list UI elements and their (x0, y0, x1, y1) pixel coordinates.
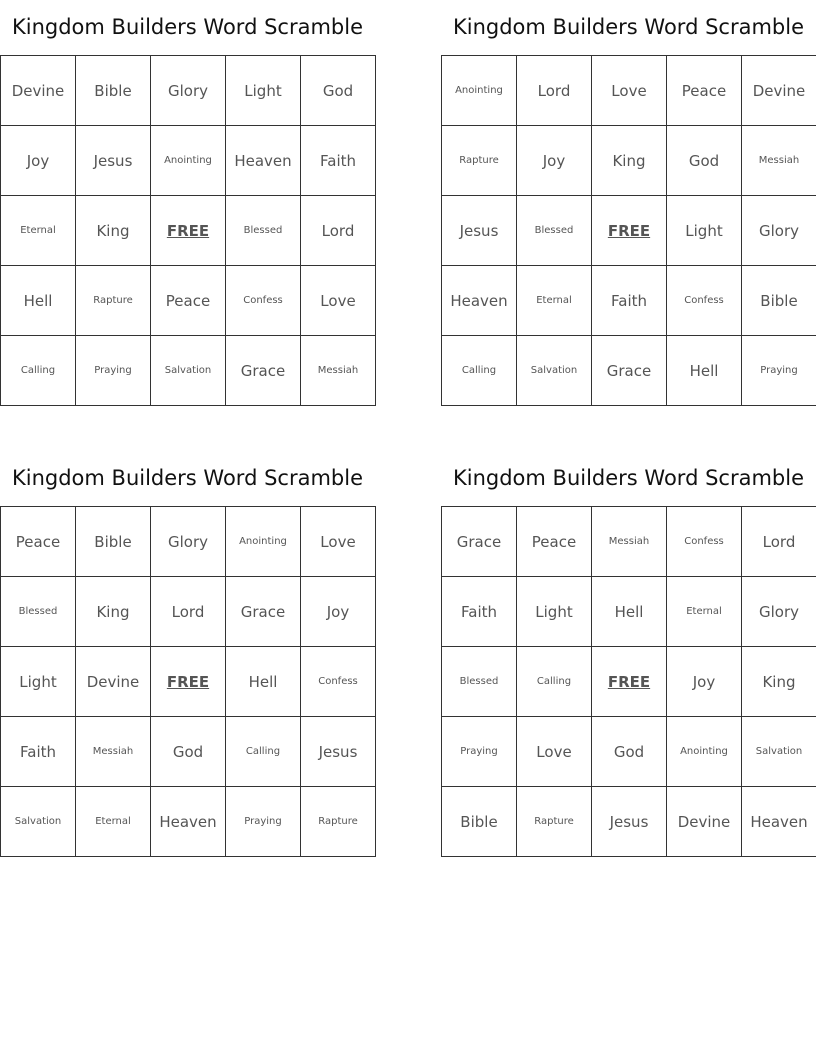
grid-cell: Confess (226, 266, 301, 336)
grid-cell: Light (1, 647, 76, 717)
grid-cell: King (592, 126, 667, 196)
grid-cell: Jesus (592, 787, 667, 857)
grid-cell: Faith (301, 126, 376, 196)
grid-cell: God (667, 126, 742, 196)
grid-cell: Salvation (1, 787, 76, 857)
grid-cell: Rapture (517, 787, 592, 857)
card-title: Kingdom Builders Word Scramble (452, 466, 804, 490)
grid-cell: Heaven (226, 126, 301, 196)
bingo-card-4 (441, 451, 816, 857)
grid-cell: Heaven (742, 787, 816, 857)
grid-cell: Calling (1, 336, 76, 406)
grid-cell: Joy (301, 577, 376, 647)
grid-cell: Joy (517, 126, 592, 196)
grid-cell: Praying (742, 336, 816, 406)
grid-cell: Blessed (517, 196, 592, 266)
grid-cell: Jesus (76, 126, 151, 196)
card-title: Kingdom Builders Word Scramble (11, 15, 363, 39)
grid-cell: Eternal (517, 266, 592, 336)
grid-cell: Calling (442, 336, 517, 406)
grid-cell: Confess (667, 266, 742, 336)
free-space-cell: FREE (151, 196, 226, 266)
grid-cell: Light (667, 196, 742, 266)
grid-cell: Messiah (301, 336, 376, 406)
grid-cell: King (742, 647, 816, 717)
grid-cell: Glory (742, 196, 816, 266)
grid-cell: King (76, 196, 151, 266)
grid-cell: Hell (226, 647, 301, 717)
grid-cell: Faith (442, 577, 517, 647)
grid-cell: Salvation (517, 336, 592, 406)
grid-cell: Jesus (442, 196, 517, 266)
grid-cell: Eternal (1, 196, 76, 266)
grid-cell: Anointing (667, 717, 742, 787)
grid-cell: Confess (301, 647, 376, 717)
grid-cell: Messiah (742, 126, 816, 196)
grid-cell: Peace (1, 507, 76, 577)
grid-cell: Faith (592, 266, 667, 336)
card-grid (0, 506, 376, 857)
bingo-card-3 (0, 451, 375, 857)
grid-cell: Glory (151, 56, 226, 126)
bingo-card-1 (0, 0, 375, 406)
grid-cell: Messiah (592, 507, 667, 577)
grid-cell: Joy (1, 126, 76, 196)
grid-cell: Anointing (442, 56, 517, 126)
grid-cell: Salvation (742, 717, 816, 787)
grid-cell: Hell (667, 336, 742, 406)
grid-cell: Calling (226, 717, 301, 787)
card-title: Kingdom Builders Word Scramble (452, 15, 804, 39)
grid-cell: Rapture (442, 126, 517, 196)
grid-cell: Love (517, 717, 592, 787)
bingo-card-2 (441, 0, 816, 406)
grid-cell: Glory (151, 507, 226, 577)
grid-cell: Bible (742, 266, 816, 336)
grid-cell: Eternal (667, 577, 742, 647)
grid-cell: Rapture (76, 266, 151, 336)
grid-cell: Lord (151, 577, 226, 647)
grid-cell: Bible (76, 56, 151, 126)
grid-cell: Joy (667, 647, 742, 717)
card-grid (441, 55, 816, 406)
grid-cell: Grace (442, 507, 517, 577)
grid-cell: Peace (667, 56, 742, 126)
grid-cell: Calling (517, 647, 592, 717)
card-title: Kingdom Builders Word Scramble (11, 466, 363, 490)
grid-cell: Light (226, 56, 301, 126)
card-grid (441, 506, 816, 857)
grid-cell: Blessed (226, 196, 301, 266)
grid-cell: Lord (742, 507, 816, 577)
grid-cell: Faith (1, 717, 76, 787)
grid-cell: Lord (301, 196, 376, 266)
grid-cell: Glory (742, 577, 816, 647)
grid-cell: Eternal (76, 787, 151, 857)
free-space-cell: FREE (151, 647, 226, 717)
grid-cell: God (151, 717, 226, 787)
grid-cell: God (592, 717, 667, 787)
grid-cell: Hell (592, 577, 667, 647)
grid-cell: Jesus (301, 717, 376, 787)
grid-cell: Praying (76, 336, 151, 406)
grid-cell: Heaven (151, 787, 226, 857)
grid-cell: Peace (517, 507, 592, 577)
card-grid (0, 55, 376, 406)
grid-cell: Blessed (442, 647, 517, 717)
grid-cell: Rapture (301, 787, 376, 857)
grid-cell: Hell (1, 266, 76, 336)
grid-cell: Devine (76, 647, 151, 717)
grid-cell: Devine (1, 56, 76, 126)
grid-cell: Love (301, 266, 376, 336)
grid-cell: Bible (442, 787, 517, 857)
free-space-cell: FREE (592, 196, 667, 266)
grid-cell: Anointing (151, 126, 226, 196)
grid-cell: Blessed (1, 577, 76, 647)
grid-cell: Heaven (442, 266, 517, 336)
grid-cell: Devine (742, 56, 816, 126)
grid-cell: Grace (226, 336, 301, 406)
grid-cell: Bible (76, 507, 151, 577)
grid-cell: Anointing (226, 507, 301, 577)
grid-cell: Light (517, 577, 592, 647)
grid-cell: Salvation (151, 336, 226, 406)
free-space-cell: FREE (592, 647, 667, 717)
grid-cell: Love (301, 507, 376, 577)
grid-cell: God (301, 56, 376, 126)
grid-cell: Praying (226, 787, 301, 857)
grid-cell: Devine (667, 787, 742, 857)
grid-cell: Grace (592, 336, 667, 406)
grid-cell: Love (592, 56, 667, 126)
grid-cell: Lord (517, 56, 592, 126)
grid-cell: Peace (151, 266, 226, 336)
grid-cell: Confess (667, 507, 742, 577)
grid-cell: Messiah (76, 717, 151, 787)
grid-cell: Grace (226, 577, 301, 647)
grid-cell: King (76, 577, 151, 647)
grid-cell: Praying (442, 717, 517, 787)
